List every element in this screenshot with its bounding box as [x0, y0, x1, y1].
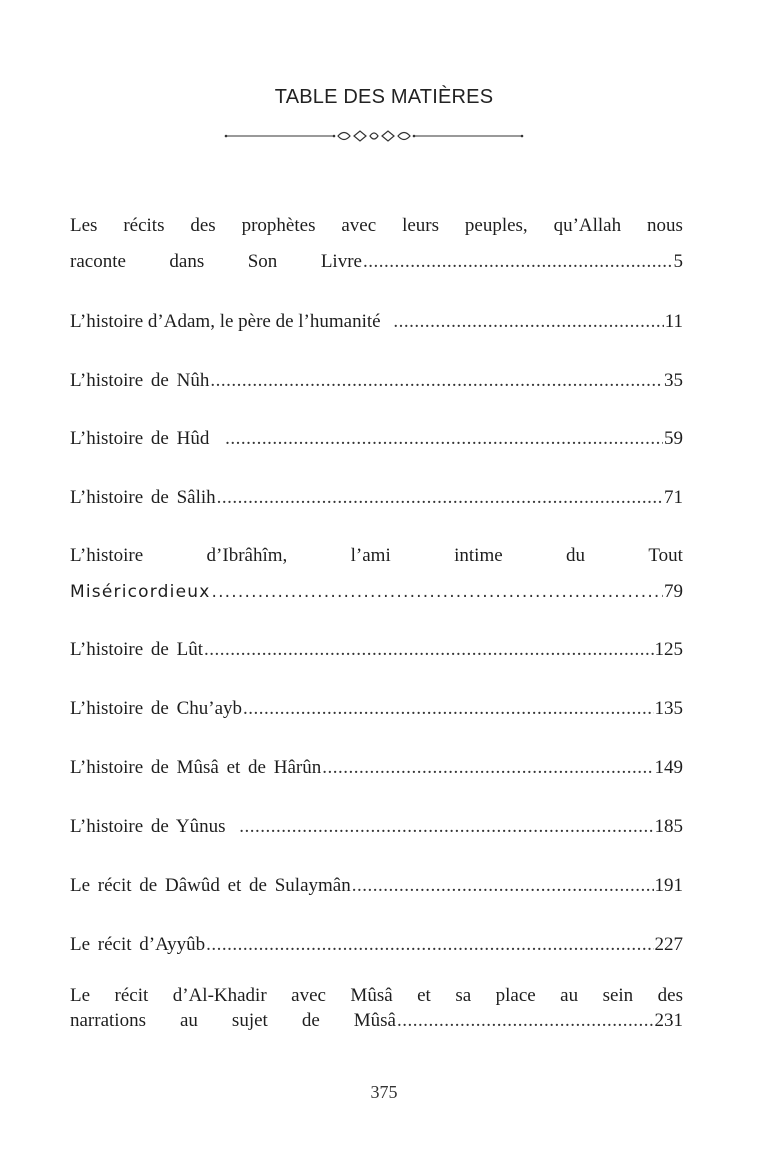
dot-leader [243, 691, 653, 727]
page-number: 59 [664, 428, 683, 449]
toc-entry[interactable] [70, 421, 683, 457]
toc-entry-title: L’histoire de Yûnus [70, 816, 234, 837]
page-number: 79 [664, 581, 683, 602]
dot-leader [363, 244, 673, 280]
dot-leader [211, 574, 663, 610]
page-number: 11 [664, 311, 683, 332]
page-number: 71 [664, 487, 683, 508]
toc-entry[interactable] [70, 691, 683, 727]
page-number: 35 [664, 370, 683, 391]
toc-entry[interactable] [70, 983, 683, 1033]
page-number: 149 [654, 757, 683, 778]
dot-leader [322, 750, 653, 786]
dot-leader [239, 809, 653, 845]
toc-entry-title: Miséricordieux [70, 582, 211, 602]
toc-entry-line: narrations au sujet de Mûsâ ..... 231 [70, 1008, 683, 1033]
toc-entry[interactable] [70, 632, 683, 668]
toc-entry[interactable] [70, 809, 683, 845]
dot-leader [225, 421, 663, 457]
toc-entry-title: L’histoire d’Adam, le père de l’humanité [70, 311, 386, 332]
toc-entry-title: L’histoire de Sâlih [70, 487, 216, 508]
toc-entry[interactable] [70, 868, 683, 904]
dot-leader [206, 927, 653, 963]
page-number: 227 [654, 934, 683, 955]
page-number: 5 [673, 251, 683, 272]
toc-entry-line: Le récit d’Al-Khadir avec Mûsâ et sa place au sein des [70, 985, 683, 1006]
toc-entry-title: L’histoire de Nûh [70, 370, 210, 391]
toc-entry-line [70, 574, 683, 610]
page-number-footer: 375 [370, 1082, 398, 1102]
toc-entry-title: L’histoire de Lût [70, 639, 203, 660]
toc-entry-title: Le récit d’Ayyûb [70, 934, 206, 955]
page-number: 125 [654, 639, 683, 660]
page-number: 231 [654, 1010, 683, 1031]
toc-entry[interactable] [70, 750, 683, 786]
toc-entry-line: raconte dans Son Livre ..... 5 [70, 244, 683, 280]
dot-leader [204, 632, 654, 668]
ornament-divider-icon [222, 126, 526, 146]
dot-leader [217, 480, 663, 516]
page-number: 185 [654, 816, 683, 837]
toc-entry[interactable] [70, 363, 683, 399]
page-number: 135 [654, 698, 683, 719]
dot-leader [393, 304, 663, 340]
toc-entry-title: L’histoire de Mûsâ et de Hârûn [70, 757, 322, 778]
toc-entry-line: L’histoire d’Ibrâhîm, l’ami intime du Tout [70, 545, 683, 566]
toc-entry[interactable] [70, 538, 683, 610]
toc-entry[interactable] [70, 480, 683, 516]
toc-entry-line: Les récits des prophètes avec leurs peuples, qu’Allah nous [70, 215, 683, 236]
toc-entry[interactable] [70, 208, 683, 280]
dot-leader [352, 868, 654, 904]
toc-entry[interactable] [70, 304, 683, 340]
page-title: TABLE DES MATIÈRES [274, 86, 494, 108]
toc-entry-title: L’histoire de Chu’ayb [70, 698, 243, 719]
toc-entry-title: Le récit de Dâwûd et de Sulaymân [70, 875, 351, 896]
dot-leader [210, 363, 663, 399]
toc-entry-title: L’histoire de Hûd [70, 428, 218, 449]
dot-leader [397, 1008, 654, 1033]
toc-entry[interactable] [70, 927, 683, 963]
page-number: 191 [654, 875, 683, 896]
